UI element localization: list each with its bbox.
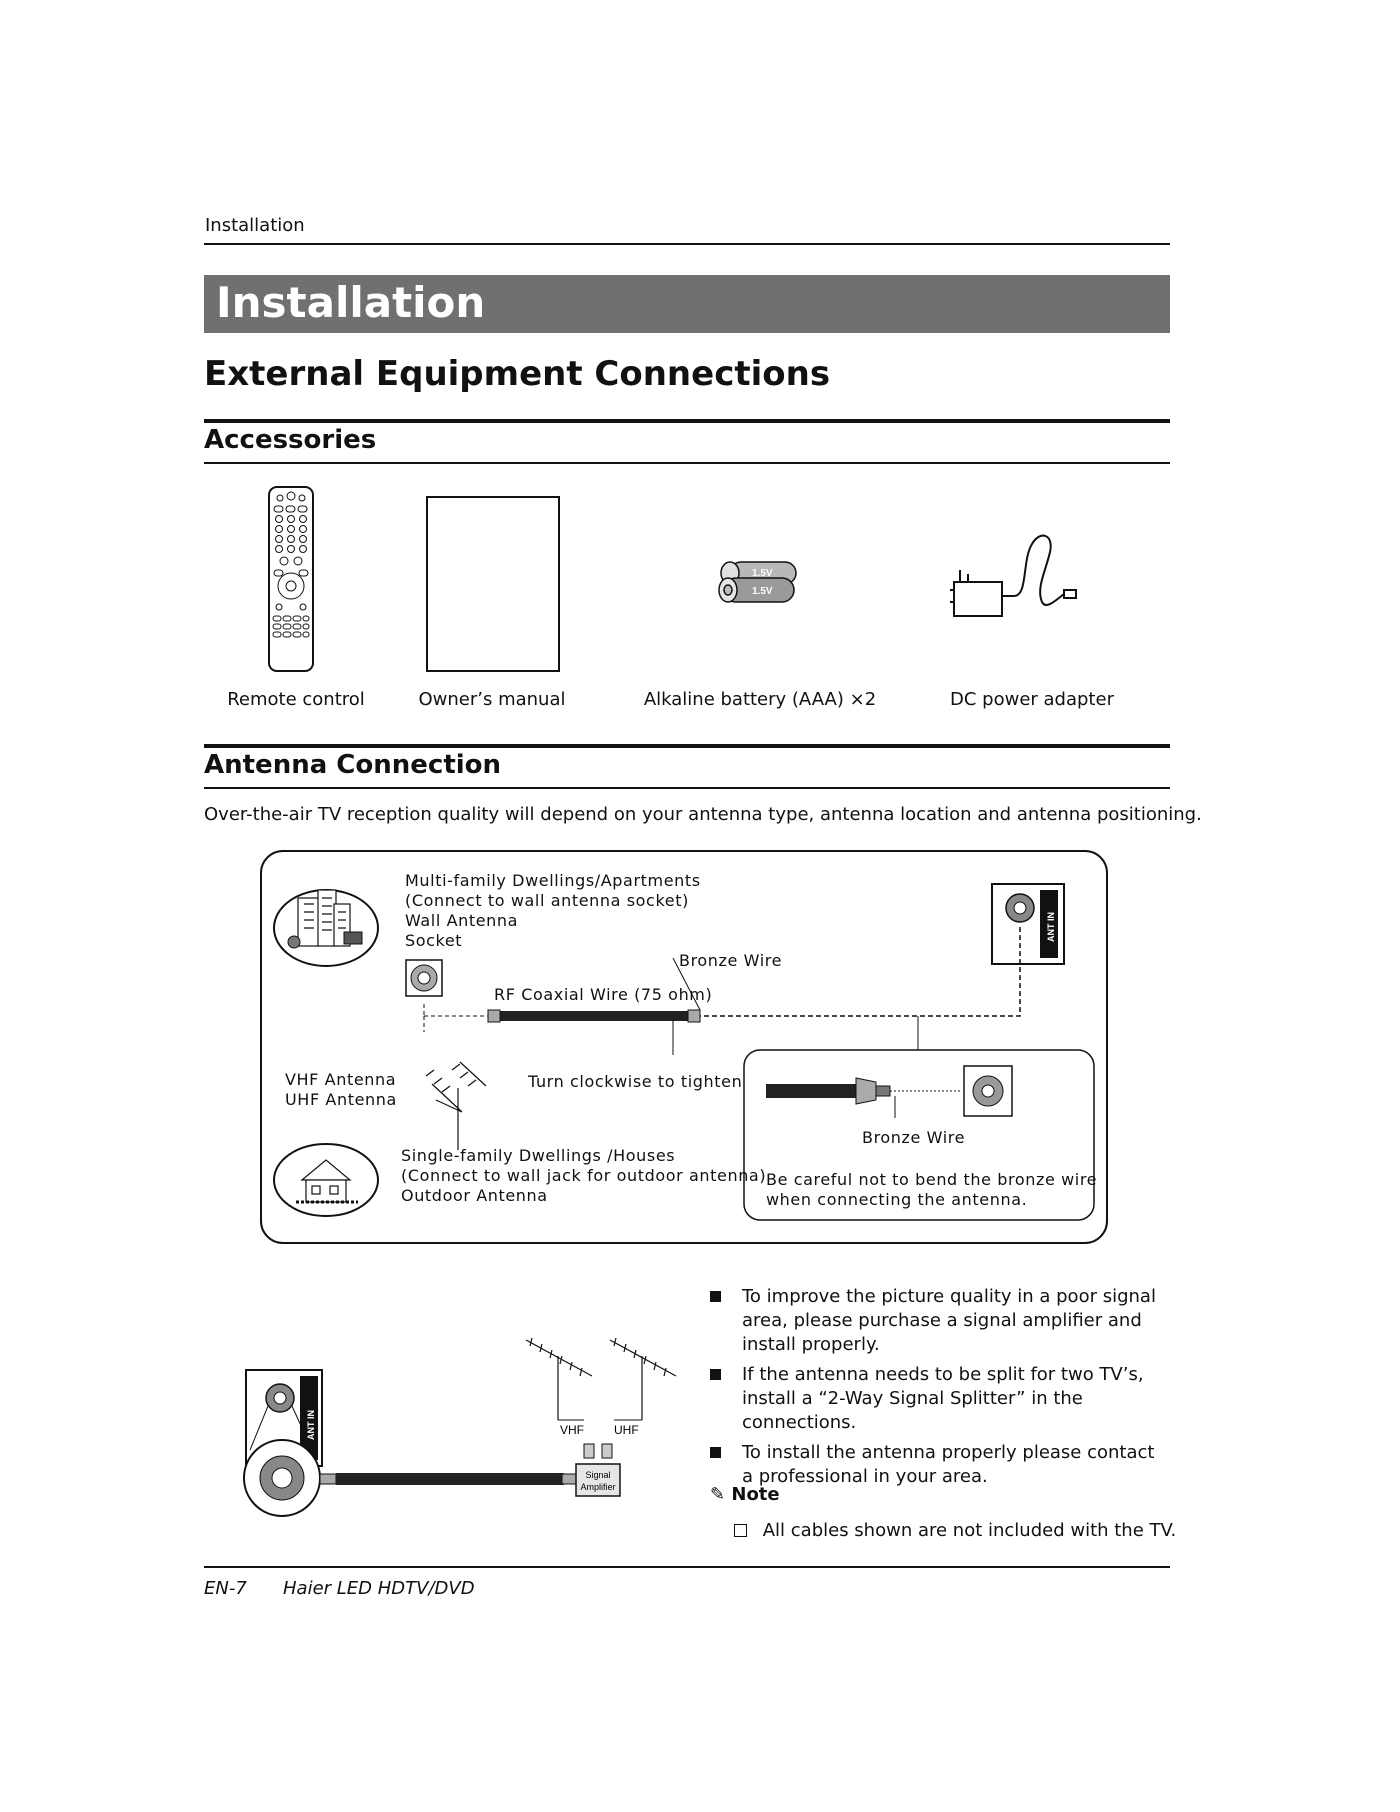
manual-icon: [426, 496, 560, 672]
antenna-heading: Antenna Connection: [204, 750, 502, 780]
careful-line-1: Be careful not to bend the bronze wire: [766, 1170, 1098, 1189]
bronze-wire-label: Bronze Wire: [679, 951, 783, 970]
antenna-top-rule: [204, 744, 1170, 748]
single-family-line-1: Single-family Dwellings /Houses: [401, 1146, 676, 1165]
amplifier-diagram: [240, 1340, 680, 1520]
tip-text: To improve the picture quality in a poor signal area, please purchase a signal amplifier and install properly.: [742, 1286, 1156, 1355]
uhf-label: UHF: [614, 1423, 639, 1437]
accessory-label-manual: Owner’s manual: [418, 689, 566, 710]
tip-text: If the antenna needs to be split for two TV’s, install a “2-Way Signal Splitter” in the connections.: [742, 1364, 1144, 1433]
chapter-banner: [204, 275, 1170, 333]
battery-mark-2: 1.5V: [752, 586, 773, 597]
multi-family-line-4: Socket: [405, 931, 463, 950]
note-heading: [710, 1484, 780, 1505]
vhf-antenna-label: VHF Antenna: [285, 1070, 397, 1089]
ant-in-label-2: ANT IN: [306, 1410, 316, 1440]
tip-text: To install the antenna properly please contact a professional in your area.: [742, 1442, 1155, 1487]
single-family-line-3: Outdoor Antenna: [401, 1186, 548, 1205]
list-item: [710, 1441, 1170, 1489]
vhf-antenna-icon: [526, 1338, 592, 1420]
product-name: Haier LED HDTV/DVD: [283, 1578, 475, 1599]
uhf-antenna-label: UHF Antenna: [285, 1090, 397, 1109]
multi-family-line-2: (Connect to wall antenna socket): [405, 891, 689, 910]
section-title: External Equipment Connections: [204, 354, 831, 394]
house-icon: [274, 1144, 378, 1216]
accessory-label-remote: Remote control: [227, 689, 365, 710]
amplifier-label-2: Amplifier: [580, 1482, 616, 1492]
single-family-line-2: (Connect to wall jack for outdoor antenna): [401, 1166, 767, 1185]
chapter-title: Installation: [216, 278, 486, 327]
tv-ant-in-panel: [992, 884, 1064, 964]
multi-family-line-3: Wall Antenna: [405, 911, 519, 930]
wall-socket-icon: [406, 960, 442, 996]
amplifier-label-1: Signal: [585, 1470, 611, 1480]
ant-in-label: ANT IN: [1046, 912, 1056, 942]
uhf-antenna-icon: [610, 1338, 676, 1420]
running-head: Installation: [205, 215, 305, 236]
bullet-square-icon: [710, 1369, 721, 1380]
list-item: [710, 1363, 1170, 1435]
footer-rule: [204, 1566, 1170, 1568]
page-number: EN-7: [204, 1578, 247, 1599]
note-item: [734, 1520, 1176, 1541]
accessories-bottom-rule: [204, 462, 1170, 464]
battery-icon: [718, 560, 802, 608]
bullet-square-icon: [710, 1291, 721, 1302]
careful-line-2: when connecting the antenna.: [766, 1190, 1028, 1209]
antenna-intro: Over-the-air TV reception quality will depend on your antenna type, antenna location and antenna positioning.: [204, 804, 1202, 825]
header-rule: [204, 243, 1170, 245]
checkbox-icon: [734, 1524, 747, 1537]
pencil-icon: ✎: [710, 1484, 726, 1505]
multi-family-line-1: Multi-family Dwellings/Apartments: [405, 871, 701, 890]
bullet-square-icon: [710, 1447, 721, 1458]
accessories-top-rule: [204, 419, 1170, 423]
turn-clockwise-label: Turn clockwise to tighten: [528, 1072, 743, 1091]
accessory-label-battery: Alkaline battery (AAA) ×2: [643, 689, 877, 710]
power-adapter-icon: [946, 530, 1084, 620]
accessory-label-adapter: DC power adapter: [950, 689, 1114, 710]
apartment-icon: [274, 890, 378, 966]
rf-coax-label: RF Coaxial Wire (75 ohm): [494, 985, 713, 1004]
list-item: [710, 1285, 1170, 1357]
vhf-label: VHF: [560, 1423, 584, 1437]
note-text: All cables shown are not included with the TV.: [762, 1520, 1177, 1541]
note-heading-text: Note: [731, 1484, 780, 1505]
antenna-bottom-rule: [204, 787, 1170, 789]
battery-mark-1: 1.5V: [752, 568, 773, 579]
remote-control-icon: [268, 486, 314, 672]
tips-list: [710, 1285, 1170, 1495]
inset-bronze-wire-label: Bronze Wire: [862, 1128, 966, 1147]
accessories-heading: Accessories: [204, 425, 377, 455]
